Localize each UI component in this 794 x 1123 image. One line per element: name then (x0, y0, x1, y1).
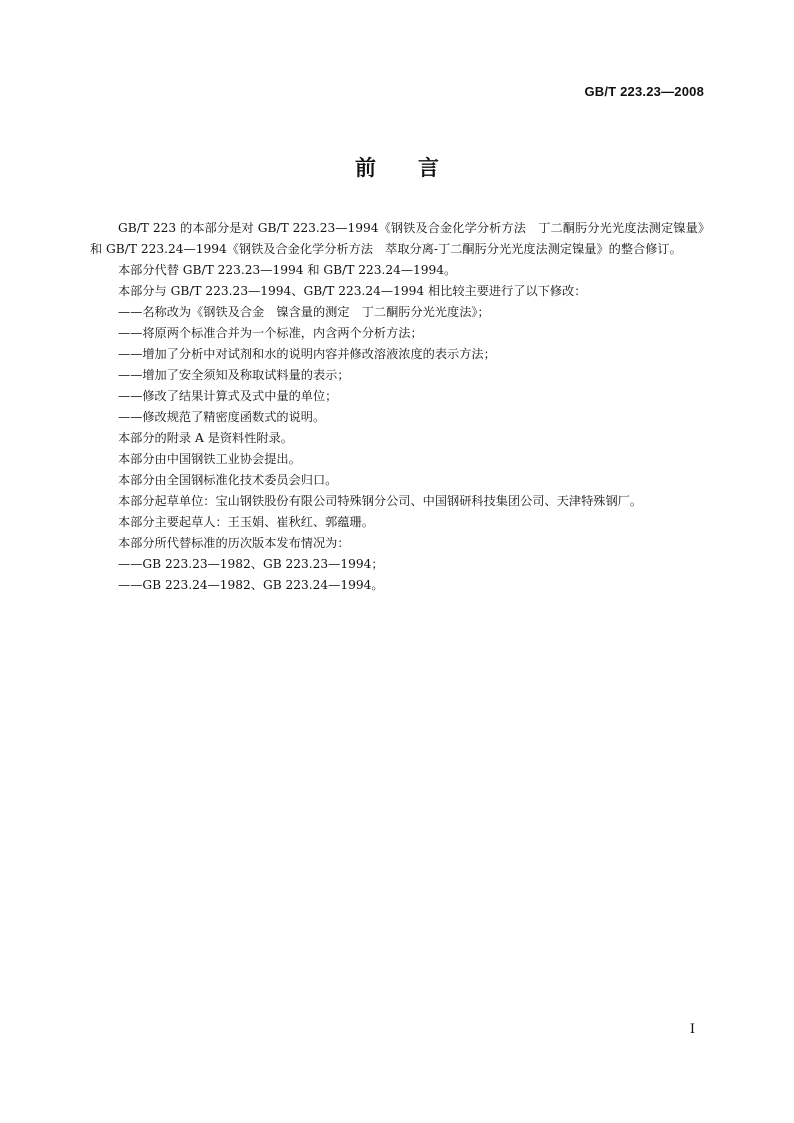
history-item: ——GB 223.23—1982、GB 223.23—1994； (118, 557, 384, 571)
paragraph-centralized-by: 本部分由全国钢标准化技术委员会归口。 (118, 473, 338, 487)
change-item: ——增加了安全须知及称取试料量的表示； (118, 368, 350, 382)
standard-code: GB/T 223.23—2008 (584, 84, 704, 99)
change-item: ——修改规范了精密度函数式的说明。 (118, 410, 326, 424)
page-title (0, 152, 794, 182)
paragraph-appendix: 本部分的附录 A 是资料性附录。 (118, 431, 293, 445)
title-char-1: 前 (355, 156, 376, 180)
paragraph-proposed-by: 本部分由中国钢铁工业协会提出。 (118, 452, 301, 466)
change-item: ——增加了分析中对试剂和水的说明内容并修改溶液浓度的表示方法； (118, 347, 496, 361)
history-item: ——GB 223.24—1982、GB 223.24—1994。 (118, 578, 384, 592)
change-item: ——将原两个标准合并为一个标准，内含两个分析方法； (118, 326, 423, 340)
foreword-body (90, 218, 704, 596)
change-item: ——修改了结果计算式及式中量的单位； (118, 389, 338, 403)
paragraph-drafting-units: 本部分起草单位：宝山钢铁股份有限公司特殊钢分公司、中国钢研科技集团公司、天津特殊钢厂。 (118, 494, 643, 508)
paragraph-changes-intro: 本部分与 GB/T 223.23—1994、GB/T 223.24—1994 相比较主要进行了以下修改： (118, 284, 587, 298)
title-char-2: 言 (418, 156, 439, 180)
paragraph-replaces: 本部分代替 GB/T 223.23—1994 和 GB/T 223.24—1994。 (118, 263, 457, 277)
page-number: I (689, 1022, 695, 1037)
change-item: ——名称改为《钢铁及合金 镍含量的测定 丁二酮肟分光光度法》； (118, 305, 490, 319)
paragraph-drafters: 本部分主要起草人：王玉娟、崔秋红、郭蕴珊。 (118, 515, 374, 529)
paragraph-intro: GB/T 223 的本部分是对 GB/T 223.23—1994《钢铁及合金化学分析方法 丁二酮肟分光光度法测定镍量》和 GB/T 223.24—1994《钢铁及合金化学分析方法 萃取分离-丁二酮肟分光光度法测定镍量》的整合修订。 (90, 221, 704, 256)
paragraph-history-intro: 本部分所代替标准的历次版本发布情况为： (118, 536, 350, 550)
